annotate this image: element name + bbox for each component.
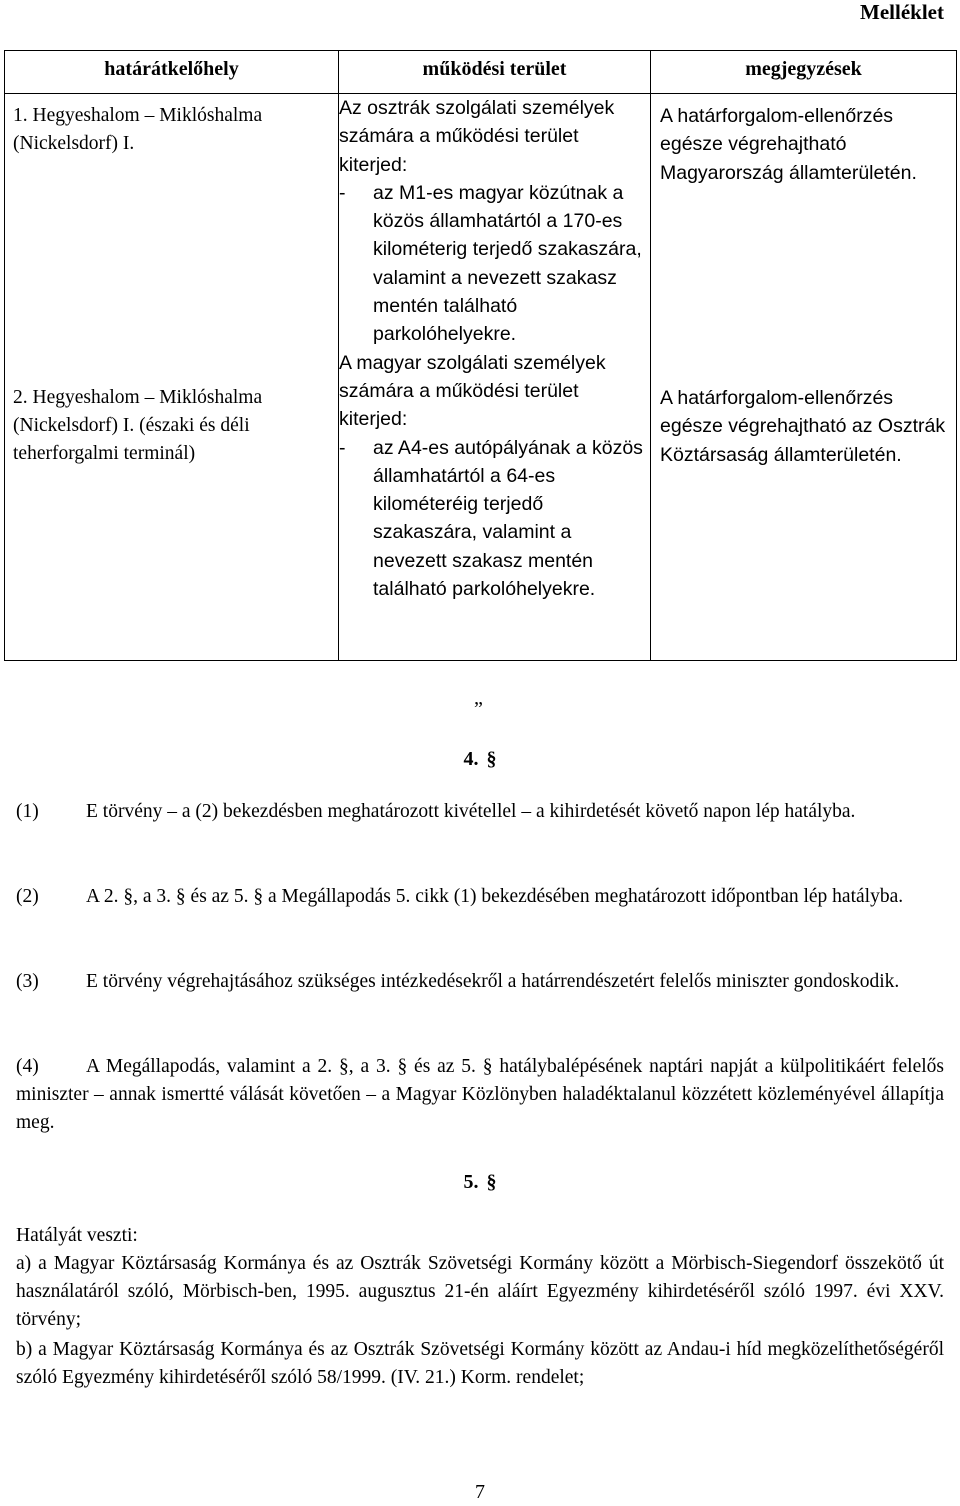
paragraph-3 — [16, 968, 944, 996]
area-austrian-text: az M1-es magyar közútnak a közös államhatártól a 170-es kilométerig terjedő szakaszára, valamint a nevezett szakasz mentén található parkolóhelyekre. — [373, 181, 642, 346]
section-5-number: 5. — [463, 1171, 479, 1193]
area-hungarian-item — [339, 434, 650, 604]
crossing-2: 2. Hegyeshalom – Miklóshalma (Nickelsdorf) I. (északi és déli teherforgalmi terminál) — [13, 387, 263, 464]
paragraph-number: (1) — [16, 801, 39, 822]
note-1: A határforgalom-ellenőrzés egésze végrehajtható Magyarország államterületén. — [660, 105, 917, 184]
paragraph-text: A Megállapodás, valamint a 2. §, a 3. § és az 5. § hatálybalépésének naptári napját a külpolitikáért felelős miniszter – annak ismertté válását követően – a Magyar Közlönyben haladéktalanul közzétett közleményével állapítja meg. — [16, 1056, 944, 1133]
area-cell — [339, 94, 651, 661]
paragraph-2 — [16, 883, 944, 911]
paragraph-number: (3) — [16, 971, 39, 992]
section-4-number: 4. — [463, 748, 479, 770]
area-austrian-item — [339, 179, 650, 349]
section-sign: § — [486, 1171, 497, 1193]
column-header-area: működési terület — [339, 51, 651, 94]
paragraph-text: E törvény – a (2) bekezdésben meghatározott kivétellel – a kihirdetését követő napon lép hatályba. — [86, 801, 856, 822]
table-header-row — [5, 51, 957, 94]
crossing-1: 1. Hegyeshalom – Miklóshalma (Nickelsdorf) I. — [13, 105, 263, 154]
paragraph-4 — [16, 1053, 944, 1137]
paragraph-text: A 2. §, a 3. § és az 5. § a Megállapodás 5. cikk (1) bekezdésében meghatározott időpontban lép hatályba. — [86, 886, 904, 907]
closing-quote: ” — [474, 698, 483, 720]
paragraph-number: (4) — [16, 1056, 39, 1077]
area-hungarian-intro: A magyar szolgálati személyek számára a működési terület kiterjed: — [339, 351, 606, 431]
border-crossing-table — [4, 50, 957, 661]
note-2: A határforgalom-ellenőrzés egésze végrehajtható az Osztrák Köztársaság államterületén. — [660, 387, 946, 466]
table-row — [5, 94, 957, 661]
paragraph-number: (2) — [16, 886, 39, 907]
notes-cell — [651, 94, 957, 661]
column-header-notes: megjegyzések — [651, 51, 957, 94]
section-sign: § — [486, 748, 497, 770]
dash-marker: - — [339, 181, 346, 204]
repeal-item-a: a) a Magyar Köztársaság Kormánya és az Osztrák Szövetségi Kormány között a Mörbisch-Siegendorf összekötő út használatáról szóló, Mörbisch-ben, 1995. augusztus 21-én aláírt Egyezmény kihirdetéséről szóló 1997. évi XXV. törvény; — [16, 1253, 944, 1330]
paragraph-text: E törvény végrehajtásához szükséges intézkedésekről a határrendészetért felelős miniszter gondoskodik. — [86, 971, 900, 992]
crossing-cell — [5, 94, 339, 661]
area-hungarian-text: az A4-es autópályának a közös államhatártól a 64-es kilométeréig terjedő szakaszára, valamint a nevezett szakasz mentén található parkolóhelyekre. — [373, 436, 643, 601]
section-4-heading — [0, 745, 960, 773]
repeal-intro: Hatályát veszti: — [16, 1225, 138, 1246]
dash-marker: - — [339, 436, 346, 459]
repeal-item-b: b) a Magyar Köztársaság Kormánya és az Osztrák Szövetségi Kormány között az Andau-i híd megközelíthetőségéről szóló Egyezmény kihirdetéséről szóló 58/1999. (IV. 21.) Korm. rendelet; — [16, 1339, 944, 1388]
paragraph-1 — [16, 798, 944, 826]
section-5-heading — [0, 1168, 960, 1196]
column-header-crossing: határátkelőhely — [5, 51, 339, 94]
area-austrian-intro: Az osztrák szolgálati személyek számára a működési terület kiterjed: — [339, 97, 615, 176]
attachment-label: Melléklet — [860, 0, 944, 24]
page-number: 7 — [475, 1481, 485, 1503]
